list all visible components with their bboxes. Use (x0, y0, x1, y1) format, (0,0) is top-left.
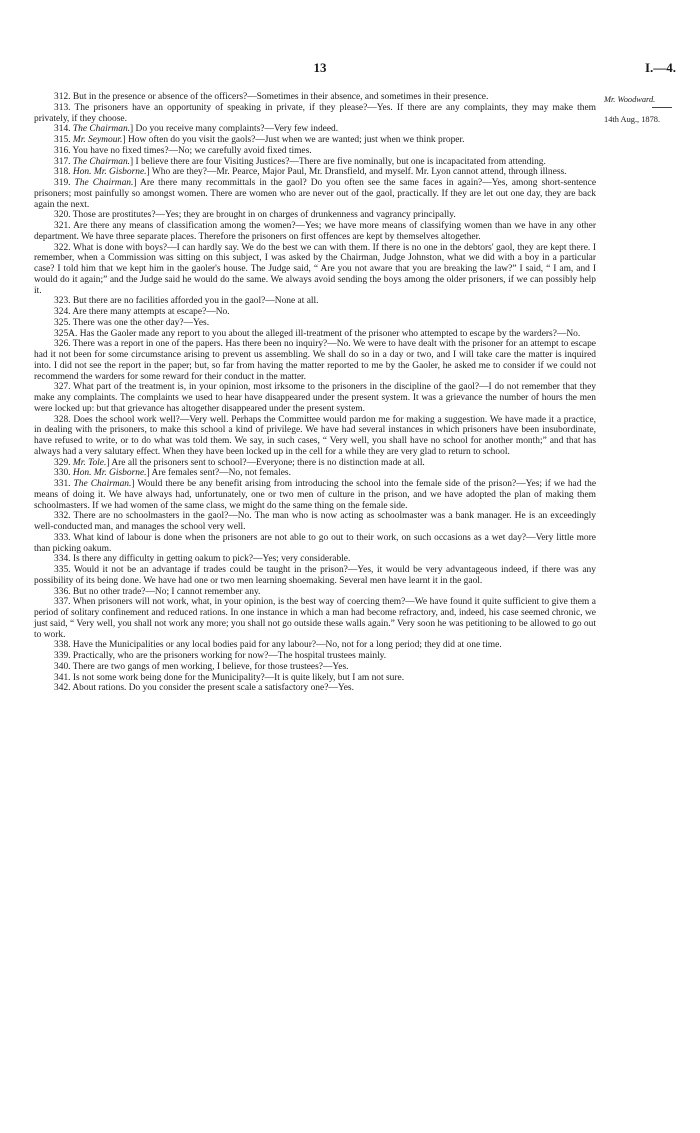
testimony-text: Would there be any benefit arising from introducing the school into the female side of the prison?—Yes; if we had the means of doing it. We have always had, unfortunately, one or two men of culture in the prison, and we have adopted the plan of making them schoolmasters. If we had women of the same class, we might do the same thing on the female side. (34, 479, 597, 511)
testimony-text: Are there many recommittals in the gaol? Do you often see the same faces in again?—Yes, among short-sentence prisoners; most painfully so amongst women. There are women who are never out of the gaol, practically. If they are let out one day, they are back again the next. (34, 178, 597, 210)
testimony-text: There was one the other day?—Yes. (72, 317, 210, 328)
question-number: 320. (54, 210, 71, 221)
question-number: 324. (54, 307, 71, 317)
question-number: 333. (54, 532, 71, 543)
testimony-paragraph: 330. Hon. Mr. Gisborne.] Are females sent?—No, not females. (54, 468, 291, 479)
testimony-text: What is done with boys?—I can hardly say. We do the best we can with them. If there is no one in the debtors' gaol, they are kept there. I remember, when a Commission was sitting on this subject, I was asked by the Chairman, Judge Johnston, what we did with a boy in a particular case? I told him that we kept him in the gaoler's house. The Judge said, “ Are you not aware that you are breaking the law?” I said, “ I am, and I would do it again;” and the Judge said he would do the same. We always avoid sending the boys among the older prisoners, if we can possibly help it. (34, 242, 596, 296)
question-number: 321. (54, 221, 71, 231)
speaker-name: The Chairman. (72, 156, 131, 167)
testimony-text: There are two gangs of men working, I believe, for those trustees?—Yes. (72, 661, 349, 672)
testimony-paragraph (34, 651, 596, 662)
testimony-paragraph (34, 243, 596, 297)
testimony-text: Are there many attempts at escape?—No. (72, 307, 230, 317)
testimony-paragraph (34, 318, 596, 329)
testimony-paragraph (34, 662, 596, 673)
question-number: 342. (54, 683, 71, 694)
testimony-paragraph (34, 329, 596, 340)
testimony-paragraph: 318. Hon. Mr. Gisborne.] Who are they?—Mr. Pearce, Major Paul, Mr. Dransfield, and myself. Mr. Lyon cannot attend, through illness. (54, 167, 567, 178)
margin-witness-name: Mr. Woodward. (604, 95, 656, 104)
testimony-paragraph (34, 103, 596, 125)
testimony-text: You have no fixed times?—No; we carefully avoid fixed times. (72, 145, 312, 156)
testimony-text: But there are no facilities afforded you in the gaol?—None at all. (72, 296, 319, 307)
speaker-name: The Chairman. (73, 479, 132, 489)
testimony-text: I believe there are four Visiting Justices?—There are five nominally, but one is incapacitated from attending. (135, 156, 546, 167)
testimony-text: Practically, who are the prisoners working for now?—The hospital trustees mainly. (72, 651, 387, 661)
question-number: 313. (54, 102, 71, 113)
testimony-paragraph (34, 565, 596, 587)
testimony-paragraph: 329. Mr. Tole.] Are all the prisoners sent to school?—Everyone; there is no distinction made at all. (54, 457, 425, 468)
testimony-paragraph (34, 673, 596, 684)
testimony-text: About rations. Do you consider the present scale a satisfactory one?—Yes. (72, 683, 354, 694)
question-number: 337. (54, 597, 71, 608)
question-number: 325. (54, 317, 71, 328)
testimony-text: Are there any means of classification among the women?—Yes; we have more means of classifying women than we have in any other department. We have three separate places. Therefore the prisoners on first offences are kept by themselves altogether. (34, 221, 596, 242)
question-number: 316. (54, 145, 71, 156)
question-number: 335. (54, 565, 71, 575)
question-number: 338. (54, 640, 71, 651)
testimony-paragraph: 315. Mr. Seymour.] How often do you visit the gaols?—Just when we are wanted; just when we think proper. (54, 135, 465, 145)
testimony-paragraph (34, 296, 596, 307)
testimony-text: Who are they?—Mr. Pearce, Major Paul, Mr. Dransfield, and myself. Mr. Lyon cannot attend, through illness. (151, 167, 567, 178)
question-number: 332. (54, 511, 71, 522)
document-reference: I.—4. (644, 60, 676, 75)
testimony-paragraph (34, 554, 596, 565)
testimony-text: Is not some work being done for the Municipality?—It is quite likely, but I am not sure. (72, 672, 405, 683)
question-number: 331. (54, 479, 71, 489)
question-number: 336. (54, 586, 71, 597)
speaker-name: The Chairman. (74, 178, 134, 188)
margin-date: 14th Aug., 1878. (604, 115, 661, 124)
testimony-paragraph: 331. The Chairman.] Would there be any benefit arising from introducing the school into the female side of the prison?—Yes; if we had the means of doing it. We have always had, unfortunately, one or two men of culture in the prison, and we have adopted the plan of making them schoolmasters. If we had women of the same class, we might do the same thing on the female side. (34, 479, 597, 511)
testimony-paragraph: 317. The Chairman.] I believe there are four Visiting Justices?—There are five nominally, but one is incapacitated from attending. (54, 156, 546, 167)
testimony-text: Does the school work well?—Very well. Perhaps the Committee would pardon me for making a suggestion. We have made it a practice, in dealing with the prisoners, to make this school a kind of privilege. We have had several instances in which prisoners have been insubordinate, have refused to write, or to do what was told them. We say, in such cases, “ Very well, you shall have no school for another month;” and that has always had a very salutary effect. When they have been locked up in the cell for a while they are very glad to return to school. (34, 414, 597, 457)
testimony-paragraph (34, 683, 596, 694)
question-number: 314. (54, 124, 71, 135)
question-number: 341. (54, 672, 71, 683)
testimony-text: Are all the prisoners sent to school?—Everyone; there is no distinction made at all. (111, 457, 425, 468)
question-number: 312. (54, 92, 71, 102)
testimony-text: How often do you visit the gaols?—Just when we are wanted; just when we think proper. (127, 135, 465, 145)
question-number: 330. (54, 468, 71, 479)
testimony-paragraph (34, 511, 596, 533)
testimony-text: What part of the treatment is, in your opinion, most irksome to the prisoners in the discipline of the gaol?—I do not remember that they make any complaints. The complaints we used to hear have disappeared under the present system. It was a grievance the number of hours the men were locked up: but that grievance has altogether disappeared under the present system. (34, 382, 596, 414)
testimony-paragraph (34, 382, 596, 414)
testimony-text: Are females sent?—No, not females. (151, 468, 291, 479)
question-number: 334. (54, 554, 71, 565)
speaker-name: Hon. Mr. Gisborne. (72, 167, 147, 178)
question-number: 323. (54, 296, 71, 307)
testimony-paragraph (34, 210, 596, 221)
question-number: 328. (54, 414, 71, 425)
testimony-paragraph (34, 640, 596, 651)
question-number: 322. (54, 242, 71, 253)
question-number: 318. (54, 167, 71, 178)
testimony-paragraph (34, 533, 596, 555)
question-number: 326. (54, 339, 71, 350)
testimony-body (34, 92, 596, 694)
question-number: 329. (54, 457, 71, 468)
margin-divider (652, 107, 672, 108)
testimony-text: Has the Gaoler made any report to you about the alleged ill-treatment of the prisoner who attempted to escape by the warders?—No. (79, 328, 581, 339)
testimony-paragraph (34, 339, 596, 382)
testimony-paragraph (34, 221, 596, 243)
testimony-paragraph (34, 587, 596, 598)
testimony-text: Those are prostitutes?—Yes; they are brought in on charges of drunkenness and vagrancy principally. (72, 210, 456, 221)
question-number: 325A. (54, 328, 78, 339)
question-number: 315. (54, 135, 71, 145)
speaker-name: Mr. Tole. (72, 457, 107, 468)
speaker-name: Hon. Mr. Gisborne. (72, 468, 147, 479)
question-number: 317. (54, 156, 71, 167)
question-number: 339. (54, 651, 71, 661)
testimony-paragraph (34, 597, 596, 640)
testimony-text: But in the presence or absence of the officers?—Sometimes in their absence, and sometimes in their presence. (72, 92, 489, 102)
testimony-text: There was a report in one of the papers. Has there been no inquiry?—No. We were to have dealt with the prisoner for an attempt to escape had it not been for some circumstance arising to prevent us assembling. We shall do so in a day or two, and I will take care the matter is inquired into. I did not see the report in the paper; but, so far from having the matter reported to me by the Gaoler, he asked me to consider if we could not recommend the warders for some reward for their conduct in the matter. (34, 339, 596, 382)
question-number: 327. (54, 382, 71, 393)
testimony-paragraph (34, 415, 596, 458)
testimony-paragraph (34, 307, 596, 318)
speaker-name: Mr. Seymour. (72, 135, 123, 145)
testimony-text: Would it not be an advantage if trades could be taught in the prison?—Yes, it would be very advantageous indeed, if there was any possibility of its being done. We have had one or two men learning shoemaking. Several men have learnt it in the gaol. (34, 565, 596, 586)
testimony-text: But no other trade?—No; I cannot remember any. (72, 586, 261, 597)
question-number: 340. (54, 661, 71, 672)
testimony-paragraph (34, 92, 596, 103)
testimony-text: Do you receive many complaints?—Very few indeed. (135, 124, 339, 135)
question-number: 319. (54, 178, 71, 188)
testimony-text: Is there any difficulty in getting oakum to pick?—Yes; very considerable. (72, 554, 351, 565)
page-number: 13 (313, 60, 327, 75)
testimony-text: What kind of labour is done when the prisoners are not able to go out to their work, on such occasions as a wet day?—Very little more than picking oakum. (34, 532, 596, 554)
testimony-paragraph (34, 146, 596, 157)
testimony-paragraph: 314. The Chairman.] Do you receive many complaints?—Very few indeed. (54, 124, 339, 135)
testimony-text: The prisoners have an opportunity of speaking in private, if they please?—Yes. If there are any complaints, they may make them privately, if they choose. (34, 102, 596, 124)
testimony-text: There are no schoolmasters in the gaol?—No. The man who is now acting as schoolmaster was a bank manager. He is an exceedingly well-conducted man, and manages the school very well. (34, 511, 596, 532)
testimony-text: When prisoners will not work, what, in your opinion, is the best way of coercing them?—We have found it quite sufficient to give them a period of solitary confinement and reduced rations. In one instance in which a man had become refractory, and, indeed, his case seemed chronic, we just said, “ Very well, you shall not work any more; you shall not go outside these walls again.” Very soon he was petitioning to be allowed to go out to work. (34, 597, 596, 640)
speaker-name: The Chairman. (72, 124, 131, 135)
testimony-text: Have the Municipalities or any local bodies paid for any labour?—No, not for a long period; they did at one time. (72, 640, 502, 651)
testimony-paragraph: 319. The Chairman.] Are there many recommittals in the gaol? Do you often see the same faces in again?—Yes, among short-sentence prisoners; most painfully so amongst women. There are women who are never out of the gaol, practically. If they are let out one day, they are back again the next. (34, 178, 597, 210)
